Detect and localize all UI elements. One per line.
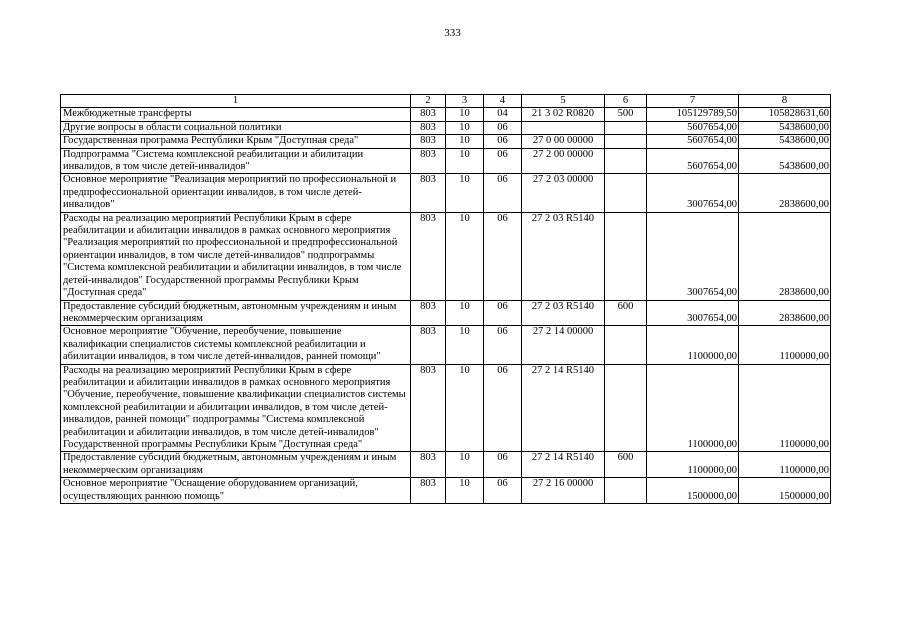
- amount-year-2: 2838600,00: [739, 300, 831, 326]
- subsection-code: 06: [484, 364, 522, 452]
- ministry-code: 803: [411, 121, 446, 134]
- ministry-code: 803: [411, 212, 446, 300]
- target-article-code: 21 3 02 R0820: [522, 108, 605, 121]
- ministry-code: 803: [411, 174, 446, 212]
- expense-type-code: [605, 174, 647, 212]
- table-row: [61, 108, 831, 121]
- table-row: [61, 135, 831, 148]
- target-article-code: 27 2 03 00000: [522, 174, 605, 212]
- target-article-code: 27 2 03 R5140: [522, 212, 605, 300]
- column-header: 1: [61, 95, 411, 108]
- column-header: 4: [484, 95, 522, 108]
- table-row: [61, 174, 831, 212]
- section-code: 10: [446, 452, 484, 478]
- amount-year-2: 2838600,00: [739, 174, 831, 212]
- target-article-code: 27 2 03 R5140: [522, 300, 605, 326]
- expense-type-code: [605, 326, 647, 364]
- target-article-code: 27 0 00 00000: [522, 135, 605, 148]
- ministry-code: 803: [411, 452, 446, 478]
- column-header: 2: [411, 95, 446, 108]
- row-name: Расходы на реализацию мероприятий Республики Крым в сфере реабилитации и абилитации инвалидов в рамках основного мероприятия "Обучение, переобучение, повышение квалификации специалистов системы комплексной реабилитации и абилитации инвалидов, в том числе детей-инвалидов, ранней помощи" подпрограммы "Система комплексной реабилитации и абилитации инвалидов, в том числе детей-инвалидов" Государственной программы Республики Крым "Доступная среда": [61, 364, 411, 452]
- target-article-code: [522, 121, 605, 134]
- target-article-code: 27 2 16 00000: [522, 478, 605, 504]
- subsection-code: 06: [484, 300, 522, 326]
- amount-year-2: 5438600,00: [739, 121, 831, 134]
- subsection-code: 04: [484, 108, 522, 121]
- section-code: 10: [446, 364, 484, 452]
- row-name: Основное мероприятие "Обучение, переобучение, повышение квалификации специалистов системы комплексной реабилитации и абилитации инвалидов, в том числе детей-инвалидов, ранней помощи": [61, 326, 411, 364]
- expense-type-code: [605, 121, 647, 134]
- subsection-code: 06: [484, 135, 522, 148]
- table-row: [61, 452, 831, 478]
- expense-type-code: [605, 135, 647, 148]
- section-code: 10: [446, 300, 484, 326]
- ministry-code: 803: [411, 364, 446, 452]
- column-header: 5: [522, 95, 605, 108]
- page-number: 333: [444, 27, 461, 39]
- amount-year-1: 1100000,00: [647, 364, 739, 452]
- amount-year-2: 105828631,60: [739, 108, 831, 121]
- table-row: [61, 364, 831, 452]
- expense-type-code: 600: [605, 452, 647, 478]
- section-code: 10: [446, 135, 484, 148]
- column-header: 8: [739, 95, 831, 108]
- ministry-code: 803: [411, 478, 446, 504]
- amount-year-1: 1100000,00: [647, 326, 739, 364]
- target-article-code: 27 2 14 R5140: [522, 452, 605, 478]
- ministry-code: 803: [411, 108, 446, 121]
- amount-year-1: 5607654,00: [647, 121, 739, 134]
- row-name: Основное мероприятие "Оснащение оборудованием организаций, осуществляющих раннюю помощь": [61, 478, 411, 504]
- section-code: 10: [446, 121, 484, 134]
- row-name: Предоставление субсидий бюджетным, автономным учреждениям и иным некоммерческим организациям: [61, 300, 411, 326]
- expense-type-code: 600: [605, 300, 647, 326]
- row-name: Расходы на реализацию мероприятий Республики Крым в сфере реабилитации и абилитации инвалидов в рамках основного мероприятия "Реализация мероприятий по профессиональной и предпрофессиональной ориентации инвалидов, в том числе детей-инвалидов" подпрограммы "Система комплексной реабилитации и абилитации инвалидов, в том числе детей-инвалидов" Государственной программы Республики Крым "Доступная среда": [61, 212, 411, 300]
- subsection-code: 06: [484, 478, 522, 504]
- target-article-code: 27 2 14 R5140: [522, 364, 605, 452]
- amount-year-1: 105129789,50: [647, 108, 739, 121]
- amount-year-2: 5438600,00: [739, 148, 831, 174]
- amount-year-2: 2838600,00: [739, 212, 831, 300]
- amount-year-2: 1500000,00: [739, 478, 831, 504]
- ministry-code: 803: [411, 326, 446, 364]
- budget-table: [60, 94, 831, 504]
- row-name: Государственная программа Республики Крым "Доступная среда": [61, 135, 411, 148]
- subsection-code: 06: [484, 121, 522, 134]
- amount-year-2: 1100000,00: [739, 326, 831, 364]
- row-name: Другие вопросы в области социальной политики: [61, 121, 411, 134]
- amount-year-1: 1100000,00: [647, 452, 739, 478]
- amount-year-1: 1500000,00: [647, 478, 739, 504]
- section-code: 10: [446, 148, 484, 174]
- ministry-code: 803: [411, 300, 446, 326]
- section-code: 10: [446, 108, 484, 121]
- subsection-code: 06: [484, 174, 522, 212]
- amount-year-1: 3007654,00: [647, 300, 739, 326]
- table-row: [61, 326, 831, 364]
- amount-year-2: 1100000,00: [739, 452, 831, 478]
- expense-type-code: 500: [605, 108, 647, 121]
- section-code: 10: [446, 174, 484, 212]
- row-name: Межбюджетные трансферты: [61, 108, 411, 121]
- amount-year-2: 5438600,00: [739, 135, 831, 148]
- row-name: Основное мероприятие "Реализация мероприятий по профессиональной и предпрофессиональной ориентации инвалидов, в том числе детей-инвалидов": [61, 174, 411, 212]
- expense-type-code: [605, 148, 647, 174]
- subsection-code: 06: [484, 212, 522, 300]
- table-row: [61, 121, 831, 134]
- section-code: 10: [446, 212, 484, 300]
- table-row: [61, 148, 831, 174]
- row-name: Предоставление субсидий бюджетным, автономным учреждениям и иным некоммерческим организациям: [61, 452, 411, 478]
- column-header: 6: [605, 95, 647, 108]
- amount-year-2: 1100000,00: [739, 364, 831, 452]
- amount-year-1: 3007654,00: [647, 212, 739, 300]
- expense-type-code: [605, 212, 647, 300]
- section-code: 10: [446, 326, 484, 364]
- table-row: [61, 478, 831, 504]
- amount-year-1: 5607654,00: [647, 135, 739, 148]
- subsection-code: 06: [484, 326, 522, 364]
- row-name: Подпрограмма "Система комплексной реабилитации и абилитации инвалидов, в том числе детей-инвалидов": [61, 148, 411, 174]
- column-header: 7: [647, 95, 739, 108]
- subsection-code: 06: [484, 452, 522, 478]
- target-article-code: 27 2 14 00000: [522, 326, 605, 364]
- expense-type-code: [605, 478, 647, 504]
- section-code: 10: [446, 478, 484, 504]
- expense-type-code: [605, 364, 647, 452]
- ministry-code: 803: [411, 135, 446, 148]
- target-article-code: 27 2 00 00000: [522, 148, 605, 174]
- ministry-code: 803: [411, 148, 446, 174]
- amount-year-1: 3007654,00: [647, 174, 739, 212]
- table-row: [61, 300, 831, 326]
- column-header: 3: [446, 95, 484, 108]
- header-row: [61, 95, 831, 108]
- table-row: [61, 212, 831, 300]
- subsection-code: 06: [484, 148, 522, 174]
- amount-year-1: 5607654,00: [647, 148, 739, 174]
